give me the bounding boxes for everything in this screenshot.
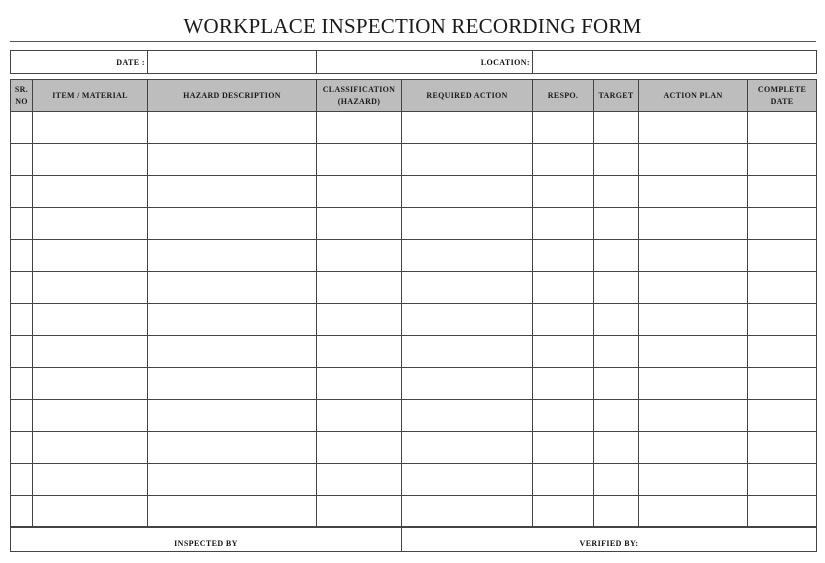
inspection-table <box>10 79 817 528</box>
table-row <box>11 400 817 432</box>
table-cell-sr-no[interactable] <box>11 336 33 368</box>
signature-row <box>10 526 817 552</box>
table-cell-item-material[interactable] <box>33 240 148 272</box>
column-header-hazard-description <box>148 80 317 112</box>
location-field[interactable] <box>533 51 817 74</box>
table-cell-classification[interactable] <box>317 368 402 400</box>
table-cell-action-plan[interactable] <box>639 304 748 336</box>
table-cell-target[interactable] <box>594 176 639 208</box>
column-header-classification <box>317 80 402 112</box>
column-header-text: HAZARD DESCRIPTION <box>183 90 281 100</box>
table-cell-item-material[interactable] <box>33 144 148 176</box>
table-cell-required-action[interactable] <box>402 368 533 400</box>
table-row <box>11 496 817 528</box>
table-row <box>11 336 817 368</box>
table-cell-action-plan[interactable] <box>639 112 748 144</box>
table-cell-classification[interactable] <box>317 464 402 496</box>
table-cell-sr-no[interactable] <box>11 240 33 272</box>
table-cell-sr-no[interactable] <box>11 400 33 432</box>
date-field[interactable] <box>148 51 317 74</box>
table-cell-action-plan[interactable] <box>639 208 748 240</box>
table-cell-item-material[interactable] <box>33 208 148 240</box>
table-cell-action-plan[interactable] <box>639 368 748 400</box>
table-cell-respo[interactable] <box>533 144 594 176</box>
table-cell-target[interactable] <box>594 336 639 368</box>
table-cell-classification[interactable] <box>317 400 402 432</box>
table-cell-complete-date[interactable] <box>748 240 817 272</box>
table-cell-sr-no[interactable] <box>11 208 33 240</box>
table-cell-respo[interactable] <box>533 496 594 528</box>
table-body <box>11 112 817 528</box>
table-cell-target[interactable] <box>594 208 639 240</box>
table-cell-complete-date[interactable] <box>748 432 817 464</box>
table-cell-target[interactable] <box>594 368 639 400</box>
table-row <box>11 368 817 400</box>
location-label: LOCATION: <box>317 51 533 74</box>
table-cell-required-action[interactable] <box>402 176 533 208</box>
column-header-item-material <box>33 80 148 112</box>
table-cell-classification[interactable] <box>317 336 402 368</box>
table-cell-required-action[interactable] <box>402 208 533 240</box>
table-cell-item-material[interactable] <box>33 336 148 368</box>
table-cell-respo[interactable] <box>533 240 594 272</box>
column-header-text: DATE <box>770 96 794 106</box>
table-cell-respo[interactable] <box>533 176 594 208</box>
table-cell-complete-date[interactable] <box>748 272 817 304</box>
table-cell-required-action[interactable] <box>402 272 533 304</box>
table-cell-classification[interactable] <box>317 240 402 272</box>
table-cell-item-material[interactable] <box>33 304 148 336</box>
table-row <box>11 304 817 336</box>
inspected-by-label: INSPECTED BY <box>174 539 238 548</box>
column-header-text: CLASSIFICATION <box>322 84 396 94</box>
table-cell-item-material[interactable] <box>33 432 148 464</box>
table-cell-respo[interactable] <box>533 208 594 240</box>
table-cell-respo[interactable] <box>533 304 594 336</box>
table-cell-required-action[interactable] <box>402 432 533 464</box>
table-cell-respo[interactable] <box>533 400 594 432</box>
column-header-text: NO <box>15 96 28 106</box>
column-header-text: REQUIRED ACTION <box>426 90 508 100</box>
table-cell-action-plan[interactable] <box>639 496 748 528</box>
table-cell-required-action[interactable] <box>402 400 533 432</box>
table-row <box>11 432 817 464</box>
table-cell-hazard-description[interactable] <box>148 304 317 336</box>
table-cell-action-plan[interactable] <box>639 464 748 496</box>
table-row <box>11 112 817 144</box>
column-header-text: (HAZARD) <box>337 96 381 106</box>
table-cell-target[interactable] <box>594 144 639 176</box>
table-cell-classification[interactable] <box>317 144 402 176</box>
table-cell-action-plan[interactable] <box>639 144 748 176</box>
form-title: WORKPLACE INSPECTION RECORDING FORM <box>183 14 642 38</box>
table-cell-action-plan[interactable] <box>639 240 748 272</box>
table-cell-classification[interactable] <box>317 176 402 208</box>
table-cell-required-action[interactable] <box>402 240 533 272</box>
column-header-respo <box>533 80 594 112</box>
table-row <box>11 464 817 496</box>
table-cell-complete-date[interactable] <box>748 496 817 528</box>
table-cell-item-material[interactable] <box>33 464 148 496</box>
table-cell-target[interactable] <box>594 240 639 272</box>
table-cell-item-material[interactable] <box>33 496 148 528</box>
date-label: DATE : <box>11 51 148 74</box>
table-cell-respo[interactable] <box>533 336 594 368</box>
table-cell-hazard-description[interactable] <box>148 112 317 144</box>
table-cell-classification[interactable] <box>317 432 402 464</box>
table-cell-hazard-description[interactable] <box>148 464 317 496</box>
table-cell-complete-date[interactable] <box>748 144 817 176</box>
table-cell-hazard-description[interactable] <box>148 496 317 528</box>
table-cell-target[interactable] <box>594 112 639 144</box>
table-cell-item-material[interactable] <box>33 272 148 304</box>
table-cell-sr-no[interactable] <box>11 144 33 176</box>
table-cell-action-plan[interactable] <box>639 336 748 368</box>
column-header-sr-no <box>11 80 33 112</box>
table-cell-complete-date[interactable] <box>748 112 817 144</box>
column-header-complete-date <box>748 80 817 112</box>
column-header-text: SR. <box>14 84 29 94</box>
table-cell-complete-date[interactable] <box>748 304 817 336</box>
table-cell-complete-date[interactable] <box>748 336 817 368</box>
table-cell-required-action[interactable] <box>402 336 533 368</box>
table-cell-required-action[interactable] <box>402 496 533 528</box>
column-header-action-plan <box>639 80 748 112</box>
table-cell-sr-no[interactable] <box>11 304 33 336</box>
verified-by-label: VERIFIED BY: <box>579 539 639 548</box>
table-cell-complete-date[interactable] <box>748 464 817 496</box>
table-cell-complete-date[interactable] <box>748 400 817 432</box>
column-header-text: ITEM / MATERIAL <box>52 90 128 100</box>
table-row <box>11 176 817 208</box>
table-cell-action-plan[interactable] <box>639 176 748 208</box>
table-cell-hazard-description[interactable] <box>148 336 317 368</box>
table-cell-hazard-description[interactable] <box>148 400 317 432</box>
table-cell-action-plan[interactable] <box>639 400 748 432</box>
table-cell-complete-date[interactable] <box>748 368 817 400</box>
table-cell-respo[interactable] <box>533 112 594 144</box>
table-cell-target[interactable] <box>594 272 639 304</box>
column-header-target <box>594 80 639 112</box>
table-cell-hazard-description[interactable] <box>148 208 317 240</box>
table-cell-sr-no[interactable] <box>11 272 33 304</box>
table-cell-complete-date[interactable] <box>748 208 817 240</box>
table-cell-target[interactable] <box>594 496 639 528</box>
table-cell-target[interactable] <box>594 304 639 336</box>
table-cell-required-action[interactable] <box>402 112 533 144</box>
table-cell-sr-no[interactable] <box>11 368 33 400</box>
table-cell-classification[interactable] <box>317 496 402 528</box>
table-cell-complete-date[interactable] <box>748 176 817 208</box>
table-cell-hazard-description[interactable] <box>148 368 317 400</box>
header-row <box>11 80 817 112</box>
table-cell-hazard-description[interactable] <box>148 240 317 272</box>
table-cell-hazard-description[interactable] <box>148 176 317 208</box>
table-cell-classification[interactable] <box>317 272 402 304</box>
table-cell-classification[interactable] <box>317 112 402 144</box>
table-cell-classification[interactable] <box>317 304 402 336</box>
column-header-text: COMPLETE <box>757 84 807 94</box>
table-cell-target[interactable] <box>594 464 639 496</box>
verified-by-field[interactable] <box>402 527 817 552</box>
table-cell-item-material[interactable] <box>33 400 148 432</box>
column-header-text: ACTION PLAN <box>663 90 723 100</box>
table-row <box>11 208 817 240</box>
table-cell-sr-no[interactable] <box>11 112 33 144</box>
table-cell-action-plan[interactable] <box>639 432 748 464</box>
table-cell-hazard-description[interactable] <box>148 272 317 304</box>
table-cell-item-material[interactable] <box>33 368 148 400</box>
table-row <box>11 272 817 304</box>
table-cell-item-material[interactable] <box>33 176 148 208</box>
table-cell-respo[interactable] <box>533 432 594 464</box>
table-row <box>11 240 817 272</box>
table-cell-respo[interactable] <box>533 464 594 496</box>
inspected-by-field[interactable] <box>11 527 402 552</box>
table-cell-required-action[interactable] <box>402 144 533 176</box>
table-cell-target[interactable] <box>594 432 639 464</box>
table-cell-sr-no[interactable] <box>11 176 33 208</box>
table-cell-sr-no[interactable] <box>11 432 33 464</box>
meta-row <box>10 50 817 74</box>
table-cell-classification[interactable] <box>317 208 402 240</box>
table-cell-hazard-description[interactable] <box>148 144 317 176</box>
column-header-text: RESPO. <box>547 90 579 100</box>
table-cell-respo[interactable] <box>533 272 594 304</box>
table-cell-target[interactable] <box>594 400 639 432</box>
table-cell-sr-no[interactable] <box>11 464 33 496</box>
table-cell-respo[interactable] <box>533 368 594 400</box>
table-cell-item-material[interactable] <box>33 112 148 144</box>
title-divider <box>10 41 816 42</box>
table-cell-sr-no[interactable] <box>11 496 33 528</box>
table-row <box>11 144 817 176</box>
table-cell-hazard-description[interactable] <box>148 432 317 464</box>
column-header-text: TARGET <box>598 90 634 100</box>
column-header-required-action <box>402 80 533 112</box>
table-cell-action-plan[interactable] <box>639 272 748 304</box>
table-cell-required-action[interactable] <box>402 304 533 336</box>
table-cell-required-action[interactable] <box>402 464 533 496</box>
